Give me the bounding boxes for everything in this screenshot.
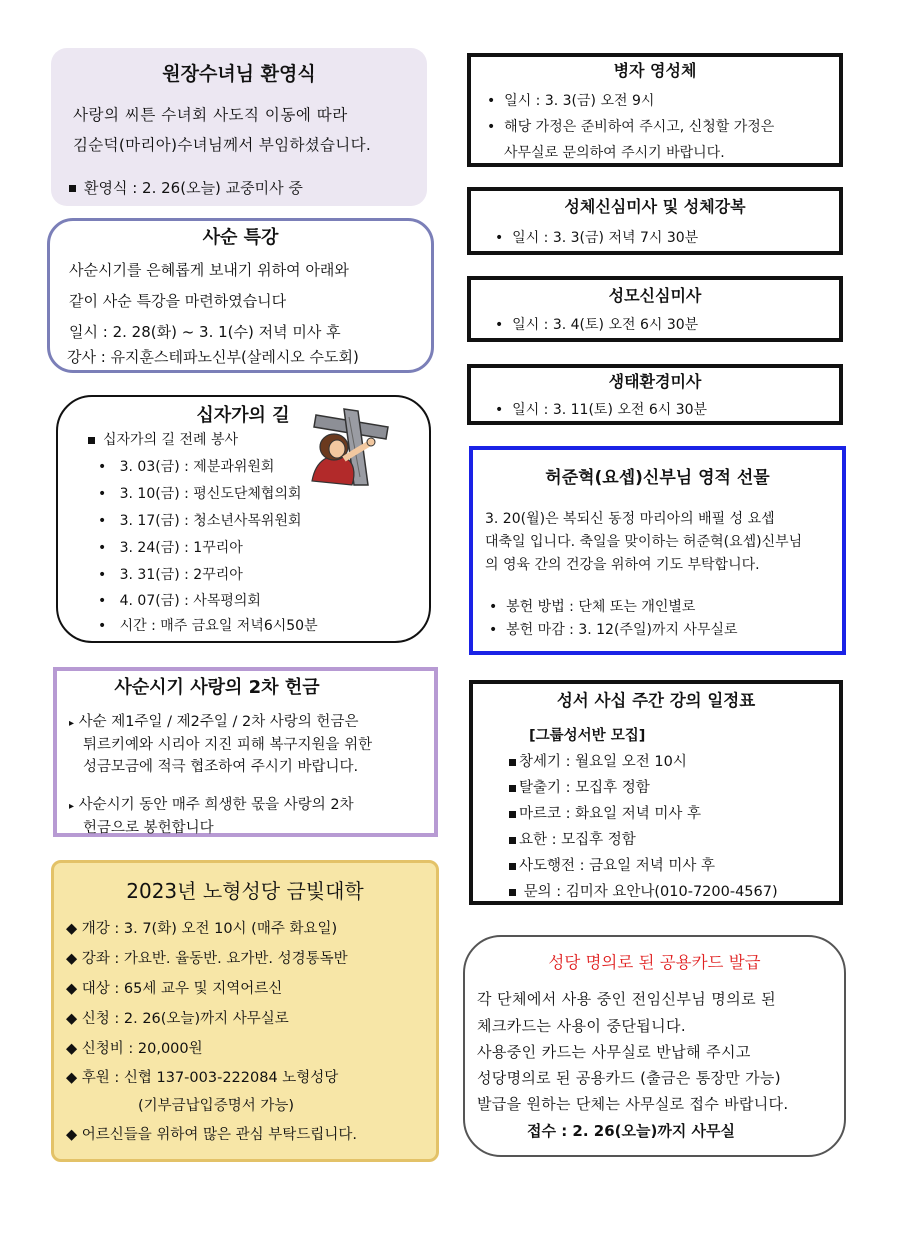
lent-lecture-line1: 사순시기를 은혜롭게 보내기 위하여 아래와 — [69, 261, 349, 279]
list-item: • 시간 : 매주 금요일 저녁6시50분 — [98, 618, 318, 634]
list-item: • 봉헌 방법 : 단체 또는 개인별로 — [489, 599, 696, 615]
second-offering-p1-line2: 튀르키예와 시리아 지진 피해 복구지원을 위한 — [83, 737, 373, 753]
square-bullet-icon — [509, 811, 516, 818]
spiritual-gift-body-line1: 3. 20(월)은 복되신 동정 마리아의 배필 성 요셉 — [485, 511, 775, 527]
silver-university-sponsor-note: (기부금납입증명서 가능) — [138, 1098, 294, 1114]
marian-mass-item-text: 일시 : 3. 4(토) 오전 6시 30분 — [512, 317, 699, 333]
second-offering-p2-line2: 헌금으로 봉헌합니다 — [83, 820, 214, 836]
second-offering-text: 사순시기 동안 매주 희생한 몫을 사랑의 2차 — [78, 797, 354, 813]
public-card-notice-deadline: 접수 : 2. 26(오늘)까지 사무실 — [527, 1122, 736, 1140]
list-item — [66, 982, 282, 997]
second-offering-p1-line1: ▸ 사순 제1주일 / 제2주일 / 2차 사랑의 헌금은 — [69, 714, 359, 730]
list-item — [66, 1012, 289, 1027]
list-item-text: 어르신들을 위하여 많은 관심 부탁드립니다. — [81, 1127, 357, 1143]
public-card-notice-line5: 발급을 원하는 단체는 사무실로 접수 바랍니다. — [477, 1095, 789, 1113]
lent-lecture-box — [47, 218, 434, 373]
second-offering-p1-line3: 성금모금에 적극 협조하여 주시기 바랍니다. — [83, 759, 359, 775]
eco-mass-item: • 일시 : 3. 11(토) 오전 6시 30분 — [495, 402, 708, 418]
list-item-text: 신청비 : 20,000원 — [81, 1041, 203, 1057]
list-item — [66, 1128, 357, 1143]
list-item-text: 3. 31(금) : 2꾸리아 — [119, 567, 243, 583]
list-item — [509, 859, 715, 874]
lent-lecture-date: 일시 : 2. 28(화) ~ 3. 1(수) 저녁 미사 후 — [69, 323, 341, 341]
list-item-text: 3. 10(금) : 평신도단체협의회 — [119, 486, 302, 502]
diamond-bullet-icon: ◆ — [66, 1070, 78, 1086]
square-bullet-icon — [509, 759, 516, 766]
square-bullet-icon — [88, 437, 95, 444]
list-item: • 3. 03(금) : 제분과위원회 — [98, 459, 275, 475]
public-card-notice-box — [463, 935, 846, 1157]
marian-mass-box — [467, 276, 843, 342]
sacred-heart-item: • 일시 : 3. 3(금) 저녁 7시 30분 — [495, 230, 699, 246]
public-card-notice-title: 성당 명의로 된 공용카드 발급 — [548, 953, 761, 972]
list-item-text: 후원 : 신협 137-003-222084 노형성당 — [81, 1070, 339, 1086]
diamond-bullet-icon: ◆ — [66, 981, 78, 997]
list-item — [66, 922, 337, 937]
list-item: • 3. 17(금) : 청소년사목위원회 — [98, 513, 302, 529]
diamond-bullet-icon: ◆ — [66, 951, 78, 967]
list-item — [509, 755, 687, 770]
list-item: • 4. 07(금) : 사목평의회 — [98, 593, 261, 609]
list-item — [509, 885, 778, 900]
square-bullet-icon — [69, 185, 76, 192]
public-card-notice-line2: 체크카드는 사용이 중단됩니다. — [477, 1017, 687, 1035]
sick-communion-box — [467, 53, 843, 167]
square-bullet-icon — [509, 889, 516, 896]
list-item: • 3. 31(금) : 2꾸리아 — [98, 567, 243, 583]
diamond-bullet-icon: ◆ — [66, 1041, 78, 1057]
welcome-line2: 김순덕(마리아)수녀님께서 부임하셨습니다. — [73, 136, 372, 154]
list-item-text: 탈출기 : 모집후 정함 — [519, 780, 650, 796]
public-card-notice-line1: 각 단체에서 사용 중인 전임신부님 명의로 된 — [477, 990, 777, 1008]
sacred-heart-title: 성체신심미사 및 성체강복 — [564, 197, 746, 216]
bible-week-box — [469, 680, 843, 905]
list-item-text: 봉헌 마감 : 3. 12(주일)까지 사무실로 — [506, 622, 738, 638]
welcome-line1: 사랑의 씨튼 수녀회 사도직 이동에 따라 — [73, 106, 348, 124]
list-item-text: 창세기 : 월요일 오전 10시 — [519, 754, 687, 770]
list-item-text: 3. 24(금) : 1꾸리아 — [119, 540, 243, 556]
list-item-text: 3. 03(금) : 제분과위원회 — [119, 459, 275, 475]
eco-mass-item-text: 일시 : 3. 11(토) 오전 6시 30분 — [512, 402, 708, 418]
list-item — [509, 781, 650, 796]
lent-lecture-speaker: 강사 : 유지훈스테파노신부(살레시오 수도회) — [67, 348, 359, 366]
list-item-text: 마르코 : 화요일 저녁 미사 후 — [519, 806, 702, 822]
sick-communion-item1-text: 일시 : 3. 3(금) 오전 9시 — [504, 93, 655, 109]
list-item — [66, 952, 348, 967]
eco-mass-box — [467, 364, 843, 425]
sick-communion-item1: • 일시 : 3. 3(금) 오전 9시 — [487, 93, 655, 109]
list-item-text: 문의 : 김미자 요안나(010-7200-4567) — [519, 884, 778, 900]
silver-university-title: 2023년 노형성당 금빛대학 — [126, 879, 364, 903]
spiritual-gift-box — [469, 446, 846, 655]
list-item — [66, 1071, 338, 1086]
bible-week-group: [그룹성서반 모집] — [529, 728, 646, 744]
way-of-cross-subtitle-text: 십자가의 길 전례 봉사 — [103, 432, 239, 448]
sick-communion-item2-cont: 사무실로 문의하여 주시기 바랍니다. — [504, 145, 725, 161]
second-offering-title: 사순시기 사랑의 2차 헌금 — [114, 677, 320, 698]
list-item-text: 3. 17(금) : 청소년사목위원회 — [119, 513, 302, 529]
list-item: • 3. 10(금) : 평신도단체협의회 — [98, 486, 302, 502]
list-item-text: 사도행전 : 금요일 저녁 미사 후 — [519, 858, 716, 874]
square-bullet-icon — [509, 837, 516, 844]
square-bullet-icon — [509, 863, 516, 870]
welcome-item-text: 환영식 : 2. 26(오늘) 교중미사 중 — [84, 179, 303, 197]
spiritual-gift-body-line3: 의 영육 간의 건강을 위하여 기도 부탁합니다. — [485, 557, 760, 573]
lent-lecture-line2: 같이 사순 특강을 마련하였습니다 — [69, 292, 287, 310]
list-item — [509, 807, 701, 822]
second-offering-text: 사순 제1주일 / 제2주일 / 2차 사랑의 헌금은 — [78, 714, 359, 730]
lent-lecture-title: 사순 특강 — [202, 227, 279, 248]
list-item: • 봉헌 마감 : 3. 12(주일)까지 사무실로 — [489, 622, 738, 638]
square-bullet-icon — [509, 785, 516, 792]
sick-communion-item2-text: 해당 가정은 준비하여 주시고, 신청할 가정은 — [504, 119, 775, 135]
sacred-heart-item-text: 일시 : 3. 3(금) 저녁 7시 30분 — [512, 230, 699, 246]
diamond-bullet-icon: ◆ — [66, 921, 78, 937]
public-card-notice-line3: 사용중인 카드는 사무실로 반납해 주시고 — [477, 1043, 751, 1061]
list-item: • 3. 24(금) : 1꾸리아 — [98, 540, 243, 556]
list-item-text: 봉헌 방법 : 단체 또는 개인별로 — [506, 599, 696, 615]
diamond-bullet-icon: ◆ — [66, 1011, 78, 1027]
second-offering-p2-line1: ▸ 사순시기 동안 매주 희생한 몫을 사랑의 2차 — [69, 797, 354, 813]
list-item-text: 4. 07(금) : 사목평의회 — [119, 593, 261, 609]
welcome-box — [51, 48, 427, 206]
list-item-text: 요한 : 모집후 정함 — [519, 832, 636, 848]
cross-bearing-jesus-icon — [304, 407, 396, 489]
spiritual-gift-title: 허준혁(요셉)신부님 영적 선물 — [545, 468, 770, 488]
welcome-title: 원장수녀님 환영식 — [162, 63, 316, 85]
public-card-notice-line4: 성당명의로 된 공용카드 (출금은 통장만 가능) — [477, 1069, 781, 1087]
list-item-text: 시간 : 매주 금요일 저녁6시50분 — [119, 618, 318, 634]
marian-mass-item: • 일시 : 3. 4(토) 오전 6시 30분 — [495, 317, 699, 333]
list-item — [66, 1042, 203, 1057]
list-item — [509, 833, 636, 848]
list-item-text: 개강 : 3. 7(화) 오전 10시 (매주 화요일) — [81, 921, 338, 937]
list-item-text: 신청 : 2. 26(오늘)까지 사무실로 — [81, 1011, 289, 1027]
way-of-cross-subtitle — [88, 433, 238, 447]
sacred-heart-box — [467, 187, 843, 255]
sick-communion-item2: • 해당 가정은 준비하여 주시고, 신청할 가정은 — [487, 119, 775, 135]
second-offering-box — [53, 667, 438, 837]
marian-mass-title: 성모신심미사 — [608, 286, 702, 305]
sick-communion-title: 병자 영성체 — [613, 61, 697, 80]
list-item-text: 강좌 : 가요반. 율동반. 요가반. 성경통독반 — [81, 951, 348, 967]
silver-university-box — [51, 860, 439, 1162]
spiritual-gift-body-line2: 대축일 입니다. 축일을 맞이하는 허준혁(요셉)신부님 — [485, 534, 803, 550]
list-item-text: 대상 : 65세 교우 및 지역어르신 — [81, 981, 283, 997]
diamond-bullet-icon: ◆ — [66, 1127, 78, 1143]
way-of-cross-box — [56, 395, 431, 643]
bible-week-title: 성서 사십 주간 강의 일정표 — [556, 691, 756, 710]
eco-mass-title: 생태환경미사 — [608, 372, 702, 391]
way-of-cross-title: 십자가의 길 — [196, 405, 290, 426]
welcome-item — [69, 181, 303, 196]
